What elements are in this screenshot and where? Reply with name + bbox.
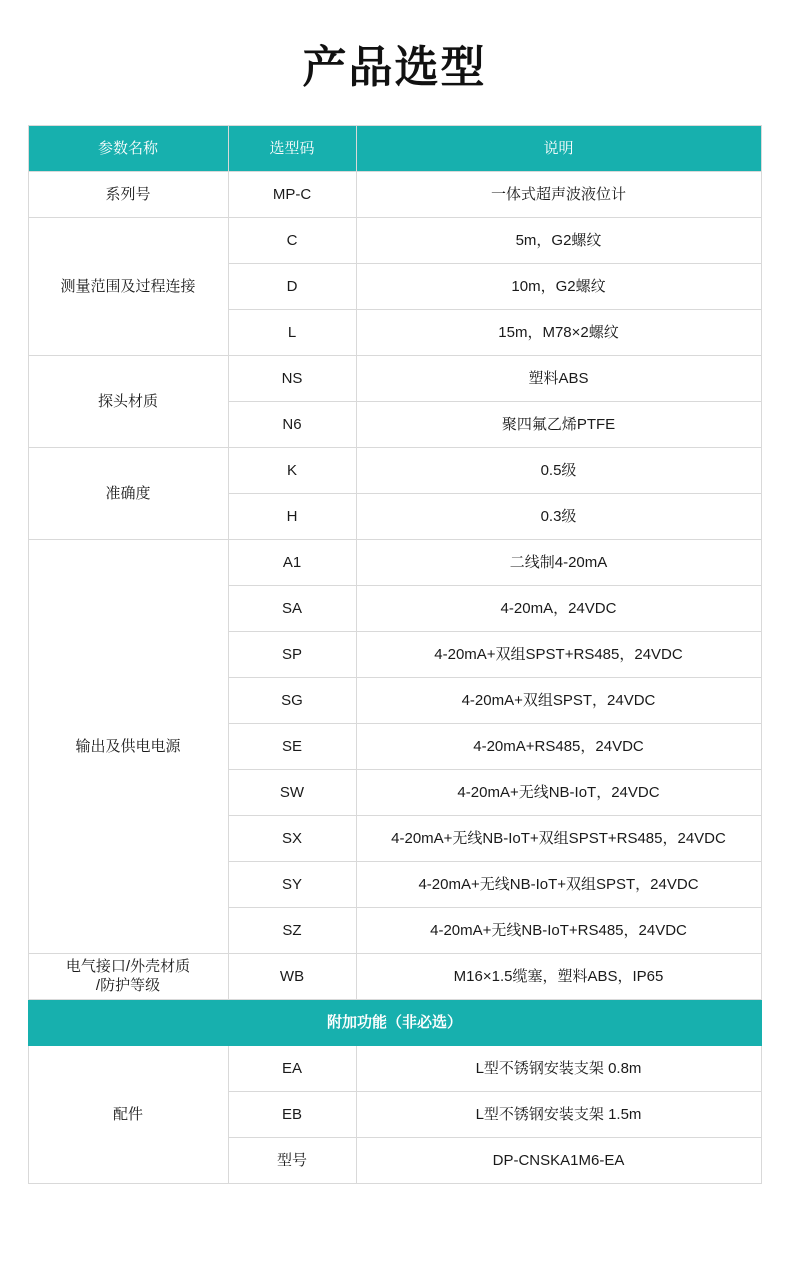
- code-cell: EA: [228, 1045, 356, 1091]
- desc-cell: 4-20mA+无线NB-IoT+双组SPST+RS485，24VDC: [356, 815, 761, 861]
- code-cell: K: [228, 447, 356, 493]
- param-probe-material: 探头材质: [28, 355, 228, 447]
- code-cell: SX: [228, 815, 356, 861]
- table-row: [28, 355, 761, 401]
- code-cell: MP-C: [228, 171, 356, 217]
- desc-cell: 4-20mA+RS485，24VDC: [356, 723, 761, 769]
- desc-cell: 聚四氟乙烯PTFE: [356, 401, 761, 447]
- param-accessories: 配件: [28, 1045, 228, 1183]
- table-row: [28, 1045, 761, 1091]
- desc-cell: 0.3级: [356, 493, 761, 539]
- desc-cell: 5m，G2螺纹: [356, 217, 761, 263]
- table-row: [28, 217, 761, 263]
- table-header-row: [28, 125, 761, 171]
- desc-cell: L型不锈钢安装支架 1.5m: [356, 1091, 761, 1137]
- param-line-2: /防护等级: [95, 977, 161, 995]
- desc-cell: 4-20mA+双组SPST，24VDC: [356, 677, 761, 723]
- desc-cell: 塑料ABS: [356, 355, 761, 401]
- desc-cell: 4-20mA+无线NB-IoT+RS485，24VDC: [356, 907, 761, 953]
- param-series-number: 系列号: [28, 171, 228, 217]
- code-cell: EB: [228, 1091, 356, 1137]
- page-title: 产品选型: [302, 43, 487, 92]
- code-cell: SW: [228, 769, 356, 815]
- selection-table: [28, 125, 762, 1184]
- desc-cell: 4-20mA+双组SPST+RS485，24VDC: [356, 631, 761, 677]
- code-cell: C: [228, 217, 356, 263]
- param-output-power: 输出及供电电源: [28, 539, 228, 953]
- table-row: [28, 171, 761, 217]
- param-line-1: 电气接口/外壳材质: [65, 957, 191, 975]
- code-cell: N6: [228, 401, 356, 447]
- section-banner-row: [28, 999, 761, 1045]
- table-header: [28, 125, 761, 171]
- header-selection-code: 选型码: [228, 125, 356, 171]
- desc-cell: L型不锈钢安装支架 0.8m: [356, 1045, 761, 1091]
- code-cell: SE: [228, 723, 356, 769]
- desc-cell: 4-20mA+无线NB-IoT+双组SPST，24VDC: [356, 861, 761, 907]
- header-param-name: 参数名称: [28, 125, 228, 171]
- header-description: 说明: [356, 125, 761, 171]
- desc-cell: 一体式超声波液位计: [356, 171, 761, 217]
- code-cell: SG: [228, 677, 356, 723]
- code-cell: A1: [228, 539, 356, 585]
- code-cell: SZ: [228, 907, 356, 953]
- code-cell: WB: [228, 953, 356, 999]
- code-cell: L: [228, 309, 356, 355]
- bottom-spacer: [0, 1184, 789, 1232]
- code-cell-model: 型号: [228, 1137, 356, 1183]
- desc-cell: 4-20mA+无线NB-IoT，24VDC: [356, 769, 761, 815]
- section-title-additional-functions: 附加功能（非必选）: [28, 999, 761, 1045]
- table-row: [28, 539, 761, 585]
- desc-cell: 0.5级: [356, 447, 761, 493]
- table-row: [28, 447, 761, 493]
- param-accuracy: 准确度: [28, 447, 228, 539]
- desc-cell: 15m，M78×2螺纹: [356, 309, 761, 355]
- desc-cell: 10m，G2螺纹: [356, 263, 761, 309]
- param-measuring-range: 测量范围及过程连接: [28, 217, 228, 355]
- desc-cell: 二线制4-20mA: [356, 539, 761, 585]
- param-electrical-interface: [28, 953, 228, 999]
- code-cell: NS: [228, 355, 356, 401]
- code-cell: D: [228, 263, 356, 309]
- desc-cell-model: DP-CNSKA1M6-EA: [356, 1137, 761, 1183]
- code-cell: SY: [228, 861, 356, 907]
- desc-cell: 4-20mA，24VDC: [356, 585, 761, 631]
- code-cell: SA: [228, 585, 356, 631]
- table-body: [28, 171, 761, 1183]
- code-cell: SP: [228, 631, 356, 677]
- code-cell: H: [228, 493, 356, 539]
- desc-cell: M16×1.5缆塞，塑料ABS，IP65: [356, 953, 761, 999]
- table-row: [28, 953, 761, 999]
